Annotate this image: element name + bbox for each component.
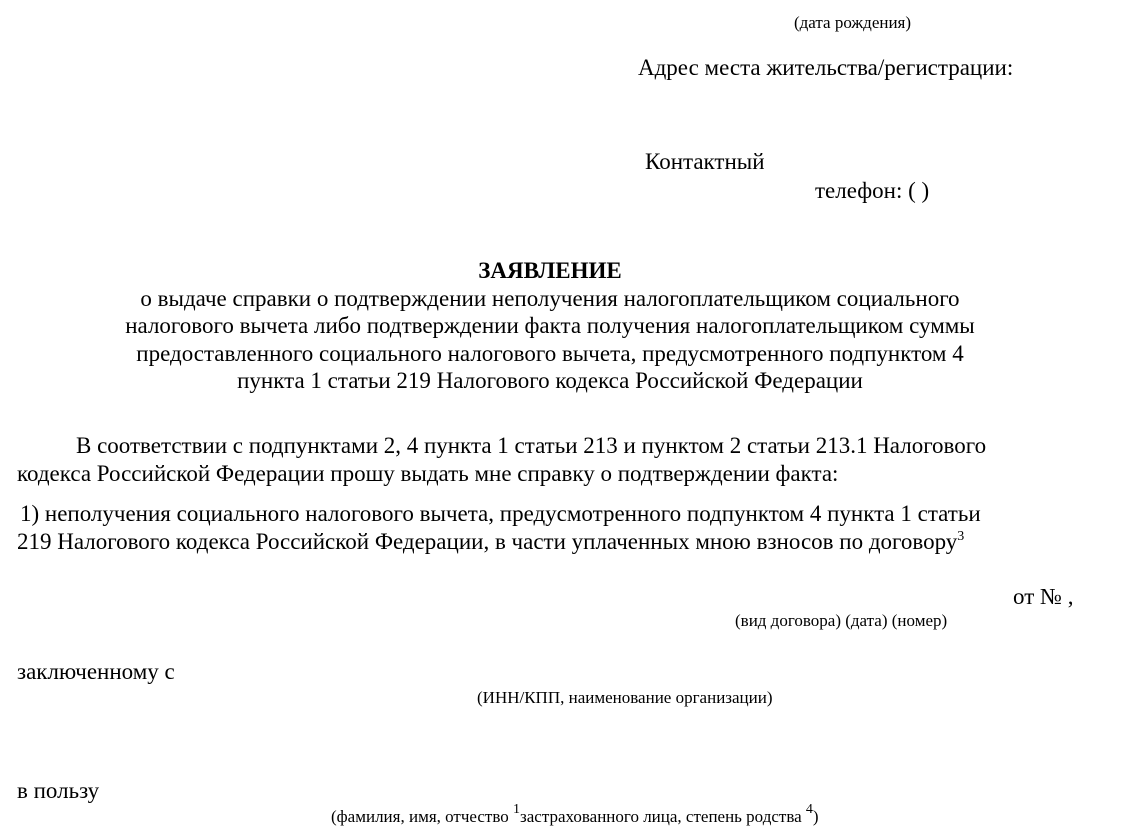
page-title: ЗАЯВЛЕНИЕ — [478, 258, 622, 283]
person-caption — [331, 802, 819, 826]
subtitle-line: пункта 1 статьи 219 Налогового кодекса Российской Федерации — [237, 368, 863, 393]
footnote-marker: 4 — [805, 802, 813, 817]
org-caption: (ИНН/КПП, наименование организации) — [477, 688, 773, 707]
contract-caption: (вид договора) (дата) (номер) — [735, 611, 948, 630]
concluded-with-label: заключенному с — [17, 659, 175, 684]
birth-date-caption: (дата рождения) — [794, 13, 912, 32]
footnote-marker: 3 — [957, 529, 965, 544]
person-caption-part1: (фамилия, имя, отчество — [331, 807, 514, 826]
in-favor-of-label: в пользу — [17, 778, 100, 803]
from-number-label: от № , — [1013, 584, 1074, 609]
title-block — [0, 257, 1100, 395]
address-label: Адрес места жительства/регистрации: — [638, 55, 1014, 80]
contact-label: Контактный — [645, 149, 765, 174]
subtitle-line: предоставленного социального налогового вычета, предусмотренного подпунктом 4 — [136, 340, 964, 366]
person-caption-part3: ) — [812, 807, 819, 826]
item1-line-2-text: 219 Налогового кодекса Российской Федерации, в части уплаченных мною взносов по договору — [17, 529, 958, 554]
phone-label: телефон: ( ) — [815, 178, 930, 203]
subtitle-line: о выдаче справки о подтверждении неполучения налогоплательщиком социального — [140, 285, 960, 311]
item1-line-1: 1) неполучения социального налогового вычета, предусмотренного подпунктом 4 пункта 1 статьи — [20, 501, 981, 526]
person-caption-part2: застрахованного лица, степень родства — [520, 807, 806, 826]
intro-line-2: кодекса Российской Федерации прошу выдать мне справку о подтверждении факта: — [17, 461, 839, 486]
intro-line-1: В соответствии с подпунктами 2, 4 пункта 1 статьи 213 и пунктом 2 статьи 213.1 Налогового — [76, 433, 987, 458]
item1-line-2 — [17, 530, 964, 553]
footnote-marker: 1 — [513, 802, 521, 817]
subtitle-line: налогового вычета либо подтверждении факта получения налогоплательщиком суммы — [125, 313, 975, 338]
